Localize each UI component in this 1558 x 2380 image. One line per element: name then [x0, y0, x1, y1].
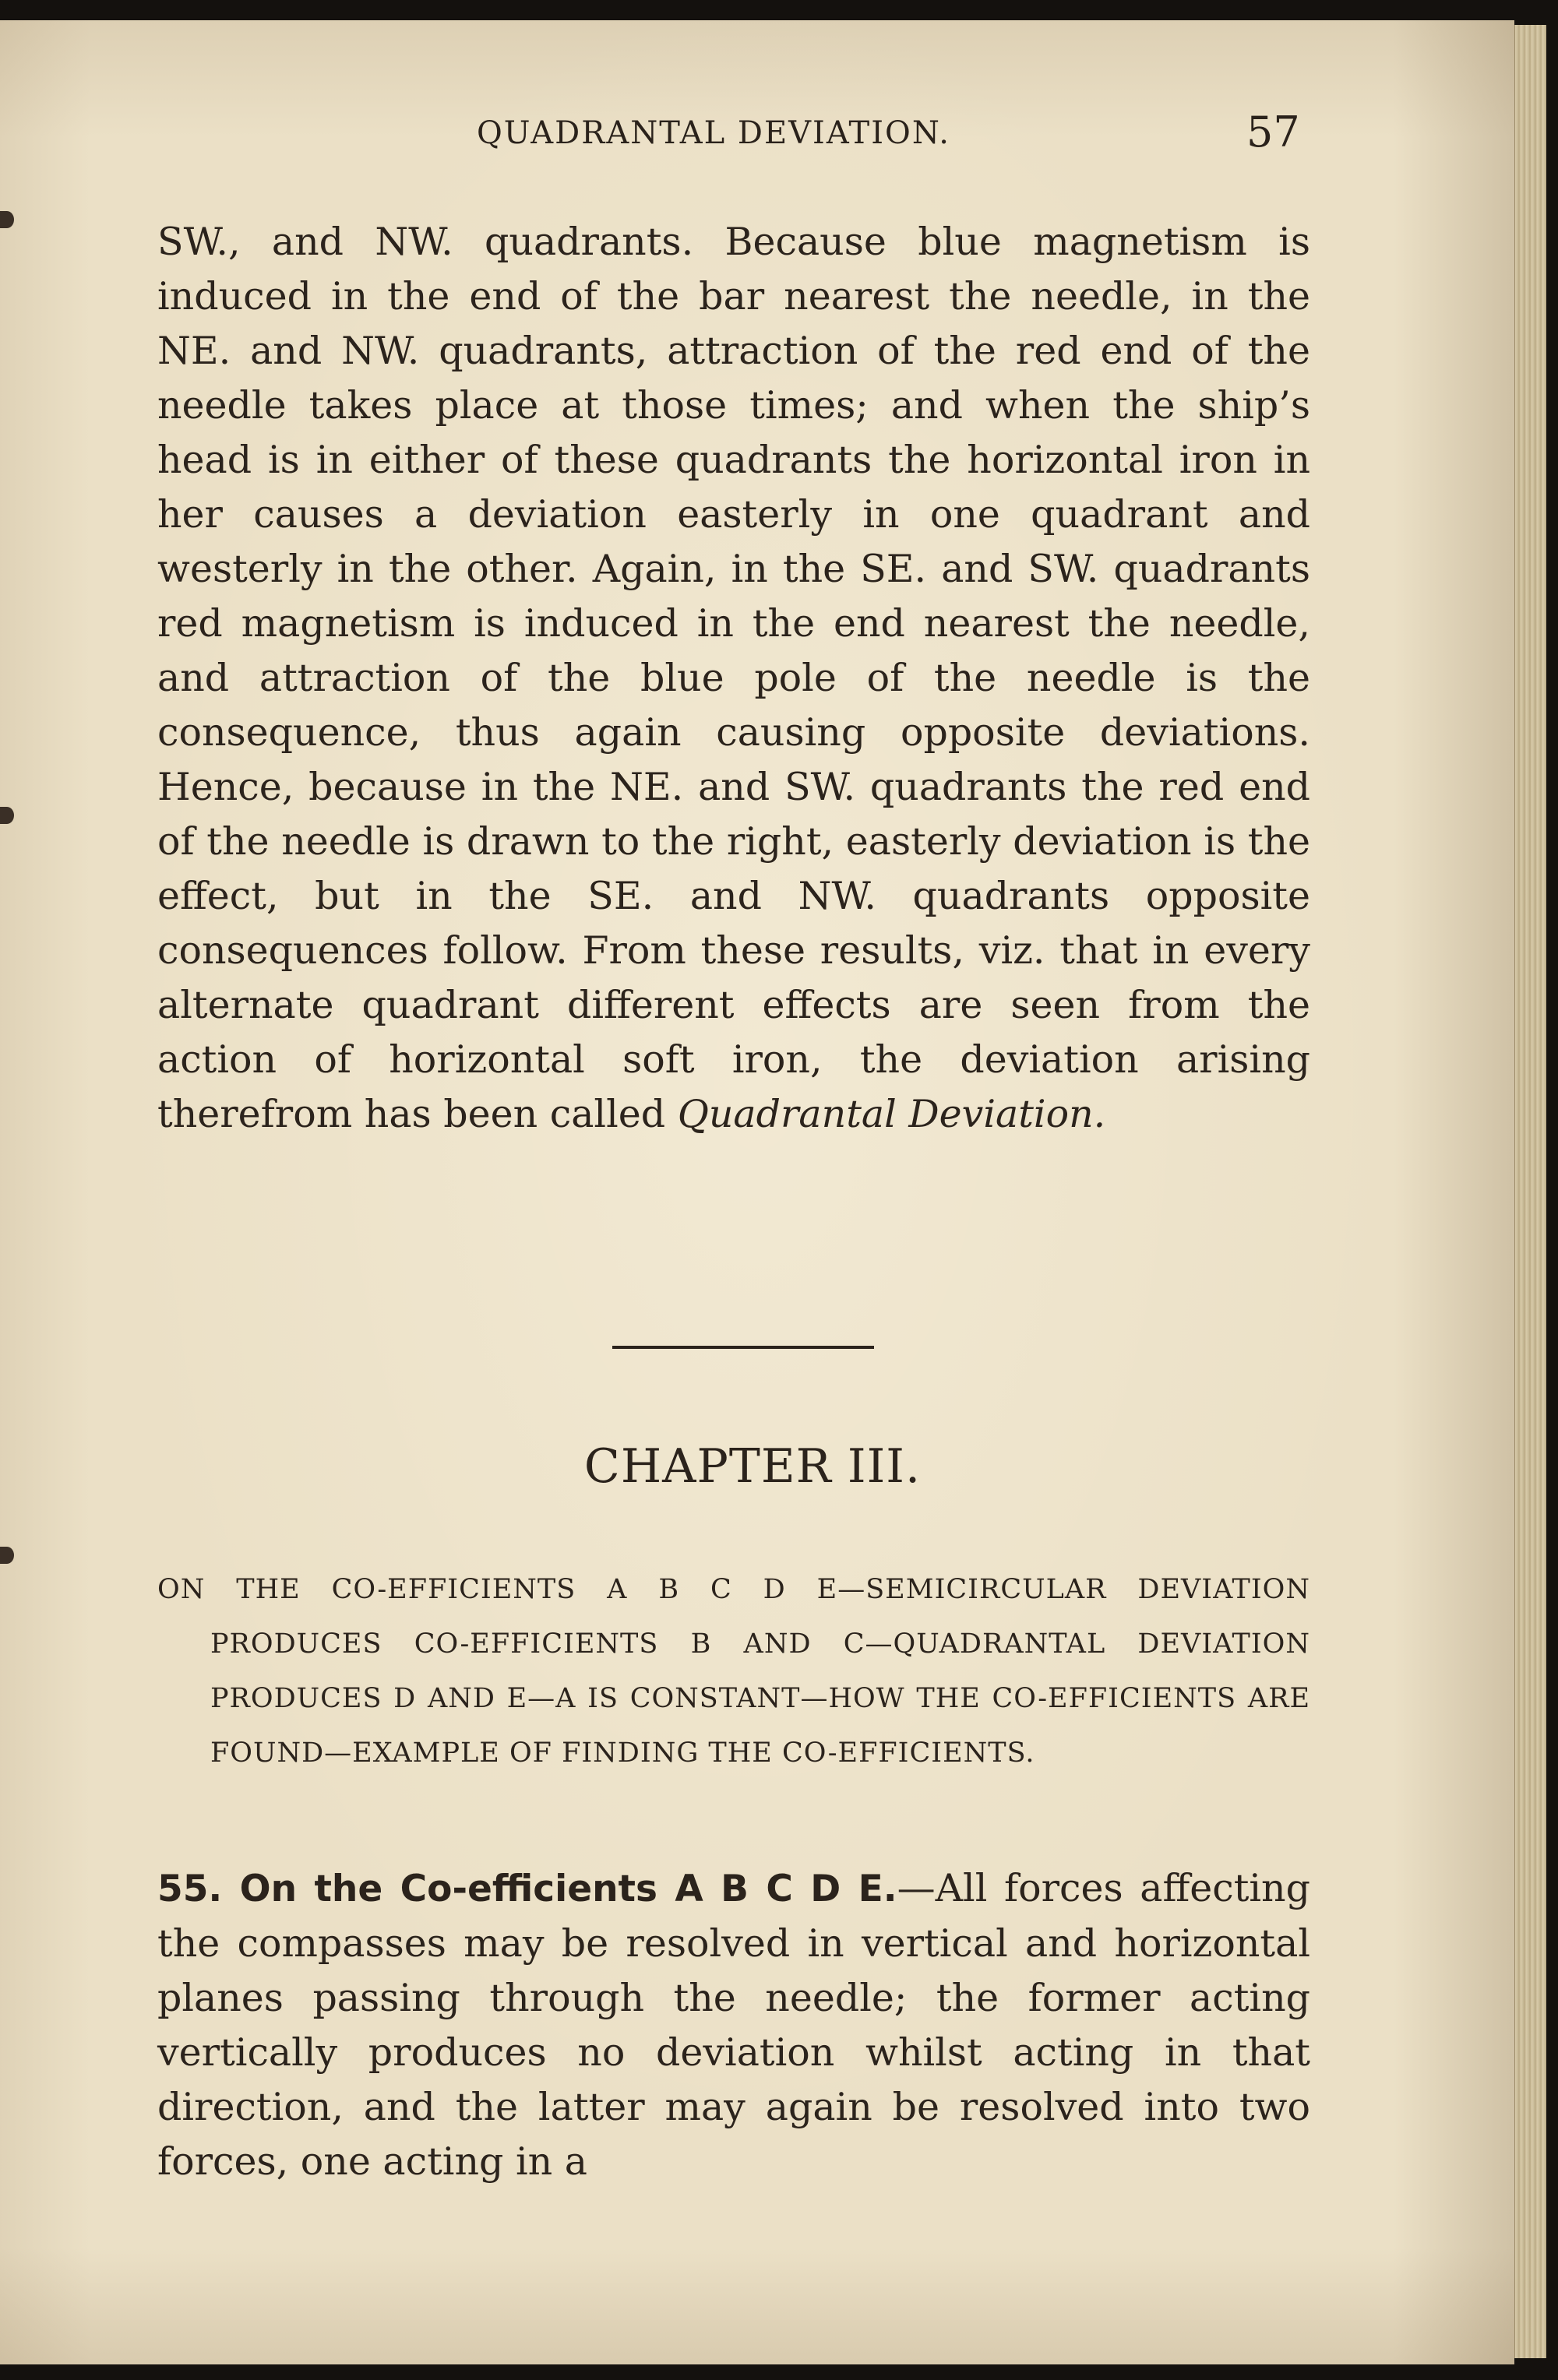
- section-divider-rule: [612, 1346, 874, 1349]
- margin-tab-mark: [0, 1547, 14, 1564]
- page-number: 57: [1246, 107, 1300, 157]
- section-heading: 55. On the Co-efficients A B C D E.: [157, 1868, 897, 1910]
- paragraph-text: SW., and NW. quadrants. Because blue magnetism is induced in the end of the bar nearest the needle, in the NE. and NW. quadrants, attraction of the red end of the needle takes place at those times; and when the ship’s head is in either of these quadrants the horizontal iron in her causes a deviation easterly in one quadrant and westerly in the other. Again, in the SE. and SW. quadrants red magnetism is induced in the end nearest the needle, and attraction of the blue pole of the needle is the consequence, thus again causing opposite deviations. Hence, because in the NE. and SW. quadrants the red end of the needle is drawn to the right, easterly deviation is the effect, but in the SE. and NW. quadrants opposite consequences follow. From these results, viz. that in every alternate quadrant different effects are seen from the action of horizontal soft iron, the deviation arising therefrom has been called: [157, 220, 1310, 1136]
- italic-term: Quadrantal Deviation.: [677, 1092, 1106, 1136]
- page-edges: [1514, 25, 1546, 2358]
- book-page: [0, 20, 1514, 2364]
- running-head: [0, 107, 1514, 159]
- body-paragraph: [157, 215, 1310, 1142]
- section-text: —All forces affecting the compasses may be resolved in vertical and horizontal planes passing through the needle; the former acting vertically produces no deviation whilst acting in that direction, and the latter may again be resolved into two forces, one acting in a: [157, 1866, 1310, 2184]
- chapter-title-text: CHAPTER III.: [583, 1439, 922, 1494]
- margin-tab-mark: [0, 211, 14, 228]
- margin-tab-mark: [0, 807, 14, 824]
- paragraph: [157, 215, 1310, 1142]
- running-head-title: QUADRANTAL DEVIATION.: [477, 115, 950, 151]
- chapter-argument: ON THE CO-EFFICIENTS A B C D E—SEMICIRCULAR DEVIATION PRODUCES CO-EFFICIENTS B AND C—QUADRANTAL DEVIATION PRODUCES D AND E—A IS CONSTANT—HOW THE CO-EFFICIENTS ARE FOUND—EXAMPLE OF FINDING THE CO-EFFICIENTS.: [157, 1574, 1310, 1769]
- section-55: [157, 1861, 1310, 2189]
- chapter-title: [0, 1439, 1514, 1494]
